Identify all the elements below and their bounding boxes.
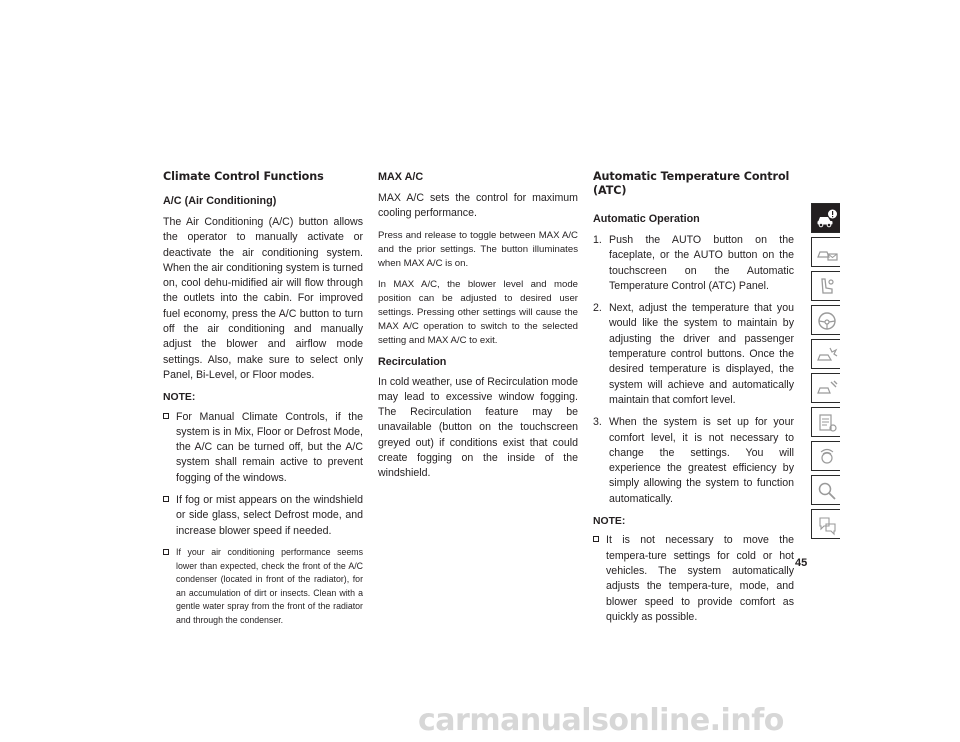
note-item: It is not necessary to move the tempera-ture settings for cold or hot vehicles. The system automatically adjusts the tempera-ture, mode, and blower speed to provide comfort as quickly as possible. <box>593 533 794 625</box>
step-item: 3. When the system is set up for your comfort level, it is not necessary to change the settings. You will experience the greatest efficiency by simply allowing the system to function automatically. <box>593 416 794 505</box>
car-info-icon <box>816 208 838 230</box>
checkbox-bullet-icon <box>163 549 169 555</box>
max-ac-paragraph: MAX A/C sets the control for maximum cooling performance. <box>378 192 578 220</box>
search-icon <box>816 480 838 502</box>
note-item: If fog or mist appears on the windshield or side glass, select Defrost mode, and increase blower speed if needed. <box>163 493 363 539</box>
note-item: If your air conditioning performance seems lower than expected, check the front of the A/C condenser (located in front of the radiator), for an accumulation of dirt or insects. Clean with a gentle water spray from the front of the radiator and through the condenser. <box>163 546 363 628</box>
max-ac-heading: MAX A/C <box>378 171 424 183</box>
steps-list <box>593 233 794 507</box>
tab-search[interactable] <box>811 475 840 505</box>
max-ac-paragraph-3: In MAX A/C, the blower level and mode position can be adjusted to desired user settings. Pressing other settings will cause the MAX A/C operation to switch to the selected setting and MAX A/C to exit. <box>378 278 578 346</box>
tab-multimedia[interactable] <box>811 441 840 471</box>
seat-icon <box>816 276 838 298</box>
automatic-operation-heading: Automatic Operation <box>593 213 700 225</box>
tab-language[interactable] <box>811 509 840 539</box>
ac-heading: A/C (Air Conditioning) <box>163 195 277 207</box>
recirculation-heading: Recirculation <box>378 355 447 368</box>
watermark: carmanualsonline.info <box>418 703 784 738</box>
tab-car-crash[interactable] <box>811 339 840 369</box>
steering-wheel-icon <box>816 310 838 332</box>
specifications-icon <box>816 412 838 434</box>
note-label: NOTE: <box>163 392 196 404</box>
tab-car-service[interactable] <box>811 373 840 403</box>
tab-steering-wheel[interactable] <box>811 305 840 335</box>
section-title-climate-control: Climate Control Functions <box>163 170 324 183</box>
note-list <box>593 533 794 625</box>
language-icon <box>816 514 838 536</box>
checkbox-bullet-icon <box>163 496 169 502</box>
multimedia-icon <box>816 446 838 468</box>
car-message-icon <box>816 242 838 264</box>
checkbox-bullet-icon <box>593 536 599 542</box>
max-ac-paragraph-2: Press and release to toggle between MAX A/C and the prior settings. The button illuminates when MAX A/C is on. <box>378 229 578 269</box>
car-crash-icon <box>816 344 838 366</box>
page-number: 45 <box>795 557 808 569</box>
step-item: 2. Next, adjust the temperature that you would like the system to maintain by adjusting the driver and passenger temperature control buttons. Once the desired temperature is displayed, the system will achieve and automatically maintain that comfort level. <box>593 302 794 406</box>
note-label: NOTE: <box>593 516 626 528</box>
recirculation-paragraph: In cold weather, use of Recirculation mode may lead to excessive window fogging. The Recirculation feature may be unavailable (button on the touchscreen greyed out) if conditions exist that could create fogging on the inside of the windshield. <box>378 375 578 480</box>
note-item: For Manual Climate Controls, if the system is in Mix, Floor or Defrost Mode, the A/C can be turned off, but the A/C system shall remain active to prevent fogging of the windows. <box>163 410 363 486</box>
ac-paragraph: The Air Conditioning (A/C) button allows the operator to manually activate or deactivate the air conditioning system. When the air conditioning system is turned on, cool dehu-midified air will flow through the outlets into the cabin. For improved fuel economy, press the A/C button to turn off the air conditioning and manually adjust the blower and airflow mode settings. Also, make sure to select only Panel, Bi-Level, or Floor modes. <box>163 216 363 381</box>
tab-car-message[interactable] <box>811 237 840 267</box>
step-item: 1. Push the AUTO button on the faceplate, or the AUTO button on the touchscreen on the Automatic Temperature Control (ATC) Panel. <box>593 234 794 292</box>
column-2 <box>378 170 578 489</box>
tab-car-info[interactable] <box>811 203 840 233</box>
car-service-icon <box>816 378 838 400</box>
note-list <box>163 410 363 628</box>
column-3 <box>593 170 794 632</box>
section-title-atc: Automatic Temperature Control (ATC) <box>593 170 790 197</box>
tab-specifications[interactable] <box>811 407 840 437</box>
tab-seat[interactable] <box>811 271 840 301</box>
checkbox-bullet-icon <box>163 413 169 419</box>
column-1 <box>163 170 363 635</box>
